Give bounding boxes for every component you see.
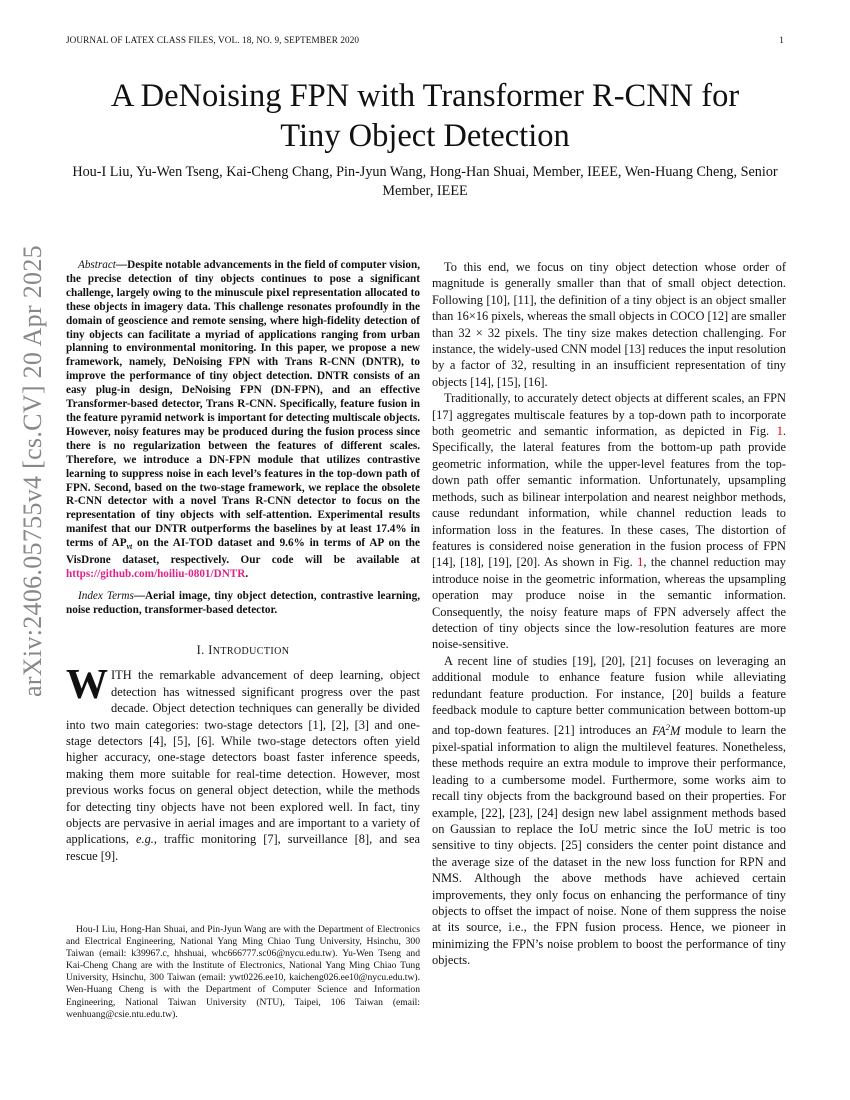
- intro-paragraph-3: Traditionally, to accurately detect objects at different scales, an FPN [17] aggregates multiscale features by a top-down path to incorporate both geometric and semantic information, as depicted in Fig. 1. Specifically, the lateral features from the bottom-up path provide geometric information, while the upper-level features from the top-down path offer semantic information. Unfortunately, upsampling methods, such as bilinear interpolation and nearest neighbor methods, cause redundant information, while channel reduction leads to information loss in the features. In these cases, The distortion of features is considered noise generation in the fusion process of FPN [14], [18], [19], [20]. As shown in Fig. 1, the channel reduction may introduce noise in the geometric information, whereas the upsampling operation may produce noise in the semantic information. Consequently, the noisy feature maps of FPN adversely affect the detection of tiny objects since the low-resolution features are more noise-sensitive.: [432, 391, 787, 652]
- intro-paragraph-2: To this end, we focus on tiny object detection whose order of magnitude is generally smaller than that of small object detection. Following [10], [11], the definition of a tiny object is an object smaller than 16×16 pixels, whereas the small objects in COCO [12] are smaller than 32 × 32 pixels. The tiny size makes detection challenging. For instance, the widely-used CNN model [13] reduces the input resolution by a factor of 32, resulting in an insufficient representation of tiny objects [14], [15], [16].: [432, 260, 786, 389]
- index-terms: [66, 590, 420, 618]
- intro-paragraph-1: WITH the remarkable advancement of deep learning, object detection has witnessed significant progress over the past decade. Object detection techniques can generally be divided into two main categories: two-stage detectors [1], [2], [3] and one-stage detectors [4], [5], [6]. While two-stage detectors often yield higher accuracy, one-stage detectors boast faster inference speeds, making them more suitable for real-time detection. However, most previous works focus on general object detection, while the methods for detecting tiny objects have not been explored well. In fact, tiny objects are pervasive in aerial images and are important to a variety of applications, e.g., traffic monitoring [7], surveillance [8], and sea rescue [9].: [66, 662, 420, 863]
- intro-paragraph-4: A recent line of studies [19], [20], [21] focuses on leveraging an additional module to enhance feature fusion while alleviating redundant feature production. For instance, [20] builds a feature feedback module to capture better communication between bottom-up and top-down features. [21] introduces an $FA^2M$ module to learn the pixel-spatial information to align the multilevel features. Nonetheless, these methods require an extra module to improve their performance, leading to a cumbersome model. Furthermore, some works aim to recall tiny objects from the background based on their properties. For example, [22], [23], [24] design new label assignment methods based on Gaussian to replace the IoU metric since the IoU metric is too sensitive to tiny objects. [25] considers the center point distance and the average size of the dataset in the new loss function for RPN and NMS. Although the above methods have achieved certain improvements, they only focus on enhancing the performance of tiny objects to offset the impact of noise. None of them suppress the noise at its source, i.e., the FPN fusion process. Hence, we pioneer in minimizing the FPN’s noise problem to boost the performance of tiny objects.: [432, 653, 786, 968]
- index-terms-label: Index Terms: [78, 590, 134, 603]
- arxiv-stamp: arXiv:2406.05755v4 [cs.CV] 20 Apr 2025: [18, 245, 47, 697]
- paper-title: [60, 76, 790, 156]
- abstract-label: Abstract: [78, 259, 116, 271]
- figure-1-link[interactable]: 1: [776, 424, 783, 439]
- fa2m-math: $FA^2M$: [652, 721, 681, 738]
- title-line-2: Tiny Object Detection: [280, 118, 570, 154]
- right-column: [432, 259, 786, 969]
- journal-name: JOURNAL OF LATEX CLASS FILES, VOL. 18, NO. 9, SEPTEMBER 2020: [66, 35, 360, 45]
- page-number: 1: [779, 35, 784, 45]
- section-heading-introduction: I. INTRODUCTION: [196, 642, 290, 657]
- author-affiliation-footnote: Hou-I Liu, Hong-Han Shuai, and Pin-Jyun Wang are with the Department of Electronics and Electrical Engineering, National Yang Ming Chiao Tung University, Hsinchu, 300 Taiwan (email: k39967.c, hhshuai, whc666777.sc06@nycu.edu.tw). Yu-Wen Tseng and Kai-Cheng Chang are with the Institute of Electronics, National Yang Ming Chiao Tung University, Hsinchu, 300 Taiwan (email: ywt0226.ee10, kaicheng026.ee10@nycu.edu.tw). Wen-Huang Cheng is with the Department of Computer Science and Information Engineering, National Taiwan University (NTU), Taipei, 106 Taiwan (email: wenhuang@csie.ntu.edu.tw).: [66, 924, 420, 1020]
- dropcap: W: [66, 662, 108, 709]
- abstract-text-1: —Despite notable advancements in the field of computer vision, the precise detection of tiny objects continues to pose a significant challenge, largely owing to the minuscule pixel representation allocated to these objects in imagery data. This challenge resonates profoundly in the domain of geoscience and remote sensing, where high-fidelity detection of tiny objects can facilitate a myriad of applications ranging from urban planning to environmental monitoring. In this paper, we propose a new framework, namely, DeNoising FPN with Trans R-CNN (DNTR), to improve the performance of tiny object detection. DNTR consists of an easy plug-in design, DeNoising FPN (DN-FPN), and an effective Transformer-based detector, Trans R-CNN. Specifically, feature fusion in the feature pyramid network is important for detecting multiscale objects. However, noisy features may be produced during the fusion process since there is no regularization between the features of different scales. Therefore, we introduce a DN-FPN module that utilizes contrastive learning to suppress noise in each level’s features in the top-down path of FPN. Second, based on the two-stage framework, we replace the obsolete R-CNN detector with a novel Trans R-CNN detector to focus on the representation of tiny objects with self-attention. Experimental results manifest that our DNTR outperforms the baselines by at least 17.4% in terms of AP: [66, 259, 420, 550]
- code-link[interactable]: https://github.com/hoiliu-0801/DNTR: [66, 568, 246, 581]
- abstract: Abstract—Despite notable advancements in the field of computer vision, the precise detection of tiny objects continues to pose a significant challenge, largely owing to the minuscule pixel representation allocated to these objects in imagery data. This challenge resonates profoundly in the domain of geoscience and remote sensing, where high-fidelity detection of tiny objects can facilitate a myriad of applications ranging from urban planning to environmental monitoring. In this paper, we propose a new framework, namely, DeNoising FPN with Trans R-CNN (DNTR), to improve the performance of tiny object detection. DNTR consists of an easy plug-in design, DeNoising FPN (DN-FPN), and an effective Transformer-based detector, Trans R-CNN. Specifically, feature fusion in the feature pyramid network is important for detecting multiscale objects. However, noisy features may be produced during the fusion process since there is no regularization between the features of different scales. Therefore, we introduce a DN-FPN module that utilizes contrastive learning to suppress noise in each level’s features in the top-down path of FPN. Second, based on the two-stage framework, we replace the obsolete R-CNN detector with a novel Trans R-CNN detector to focus on the representation of tiny objects with self-attention. Experimental results manifest that our DNTR outperforms the baselines by at least 17.4% in terms of $AP_{vt}$ on the AI-TOD dataset and 9.6% in terms of AP on the VisDrone dataset, respectively. Our code will be available at https://github.com/hoiliu-0801/DNTR.: [66, 259, 420, 581]
- abstract-text-2: on the AI-TOD dataset and 9.6% in terms of AP on the VisDrone dataset, respectively. Our code will be available at: [66, 537, 420, 567]
- title-line-1: A DeNoising FPN with Transformer R-CNN for: [110, 78, 740, 114]
- figure-1-link-2[interactable]: 1: [637, 555, 644, 570]
- index-terms-text: —Aerial image, tiny object detection, contrastive learning, noise reduction, transformer-based detector.: [66, 590, 420, 616]
- left-column: [66, 259, 420, 864]
- running-head: [66, 35, 784, 45]
- ap-subscript: vt: [126, 542, 133, 552]
- author-list: Hou-I Liu, Yu-Wen Tseng, Kai-Cheng Chang, Pin-Jyun Wang, Hong-Han Shuai, Member, IEEE, Wen-Huang Cheng, Senior Member, IEEE: [72, 164, 778, 199]
